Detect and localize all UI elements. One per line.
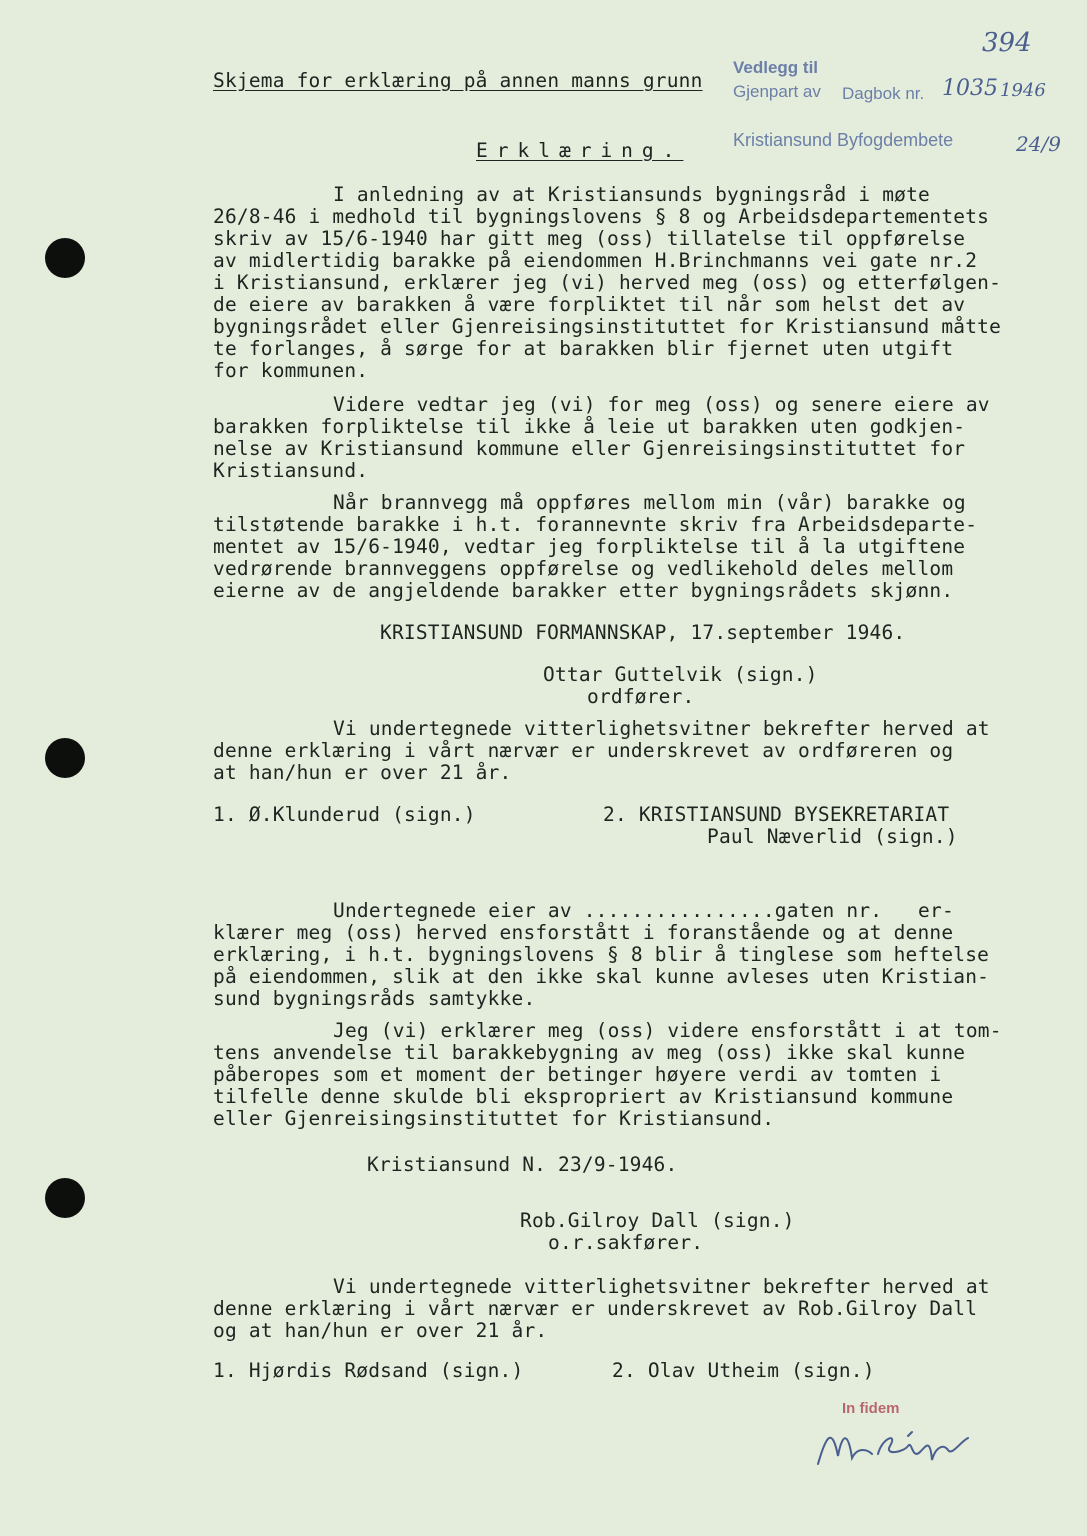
witness-2a: 1. Hjørdis Rødsand (sign.) — [213, 1359, 524, 1382]
in-fidem-stamp: In fidem — [842, 1400, 900, 1417]
signer-1-title: ordfører. — [587, 685, 695, 708]
handwritten-signature — [812, 1416, 982, 1476]
place-date-2: Kristiansund N. 23/9-1946. — [367, 1153, 678, 1176]
form-header: Skjema for erklæring på annen manns grunn — [213, 69, 703, 92]
punch-hole — [45, 738, 85, 778]
signer-1-name: Ottar Guttelvik (sign.) — [543, 663, 818, 686]
place-date-1: KRISTIANSUND FORMANNSKAP, 17.september 1946. — [380, 621, 906, 644]
page-number: 394 — [982, 28, 1032, 58]
signer-2-title: o.r.sakfører. — [548, 1231, 704, 1254]
punch-hole — [45, 238, 85, 278]
witness-1a: 1. Ø.Klunderud (sign.) — [213, 803, 476, 826]
witness-2b: 2. Olav Utheim (sign.) — [612, 1359, 875, 1382]
witness-1b-name: Paul Næverlid (sign.) — [707, 825, 958, 848]
witness-1b: 2. KRISTIANSUND BYSEKRETARIAT — [603, 803, 950, 826]
punch-hole — [45, 1178, 85, 1218]
page-title: Erklæring. — [476, 139, 684, 162]
signer-2-name: Rob.Gilroy Dall (sign.) — [520, 1209, 795, 1232]
document-page: 394 Skjema for erklæring på annen manns grunn Vedlegg til Gjenpart av Dagbok nr. 1035 1946 Kristiansund Byfogdembete 24/9 Erklæring. I anledning av at Kristiansunds bygningsråd i møte 26/8-46 i medhold til bygningslovens § 8 og Arbeidsdepartementets skriv av 15/6-1940 har gitt meg (oss) tillatelse til oppførelse av midlertidig barakke på eiendommen H.Brinchmanns vei gate nr.2 i Kristiansund, erklærer jeg (vi) herved meg (oss) og etterfølgen- de eiere av barakken å være forpliktet til når som helst det av bygningsrådet eller Gjenreisingsinstituttet for Kristiansund måtte te forlanges, å sørge for at barakken blir fjernet uten utgift for kommunen. Videre vedtar jeg (vi) for meg (oss) og senere eiere av barakken forpliktelse til ikke å leie ut barakken uten godkjen- nelse av Kristiansund kommune eller Gjenreisingsinstituttet for Kristiansund. Når brannvegg må oppføres mellom min (vår) barakke og tilstøtende barakke i h.t. forannevnte skriv fra Arbeidsdeparte- mentet av 15/6-1940, vedtar jeg forpliktelse til å la utgiftene vedrørende brannveggens oppførelse og vedlikehold deles mellom eierne av de angjeldende barakker etter bygningsrådets skjønn. KRISTIANSUND FORMANNSKAP, 17.september 1946. Ottar Guttelvik (sign.) ordfører. Vi undertegnede vitterlighetsvitner bekrefter herved at denne erklæring i vårt nærvær er underskrevet av ordføreren og at han/hun er over 21 år. 1. Ø.Klunderud (sign.) 2. KRISTIANSUND BYSEKRETARIAT Paul Næverlid (sign.) Undertegnede eier av ................gaten nr. er- klærer meg (oss) herved ensforstått i foranstående og at denne erklæring, i h.t. bygningslovens § 8 blir å tinglese som heftelse på eiendommen, slik at den ikke skal kunne avleses uten Kristian- sund bygningsråds samtykke. Jeg (vi) erklærer meg (oss) videre ensforstått i at tom- tens anvendelse til barakkebygning av meg (oss) ikke skal kunne påberopes som et moment der betinger høyere verdi av tomten i tilfelle denne skulde bli ekspropriert av Kristiansund kommune eller Gjenreisingsinstituttet for Kristiansund. Kristiansund N. 23/9-1946. Rob.Gilroy Dall (sign.) o.r.sakfører. Vi undertegnede vitterlighetsvitner bekrefter herved at denne erklæring i vårt nærvær er underskrevet av Rob.Gilroy Dall og at han/hun er over 21 år. 1. Hjørdis Rødsand (sign.) 2. Olav Utheim (sign.) In fidem — [0, 0, 1087, 1536]
